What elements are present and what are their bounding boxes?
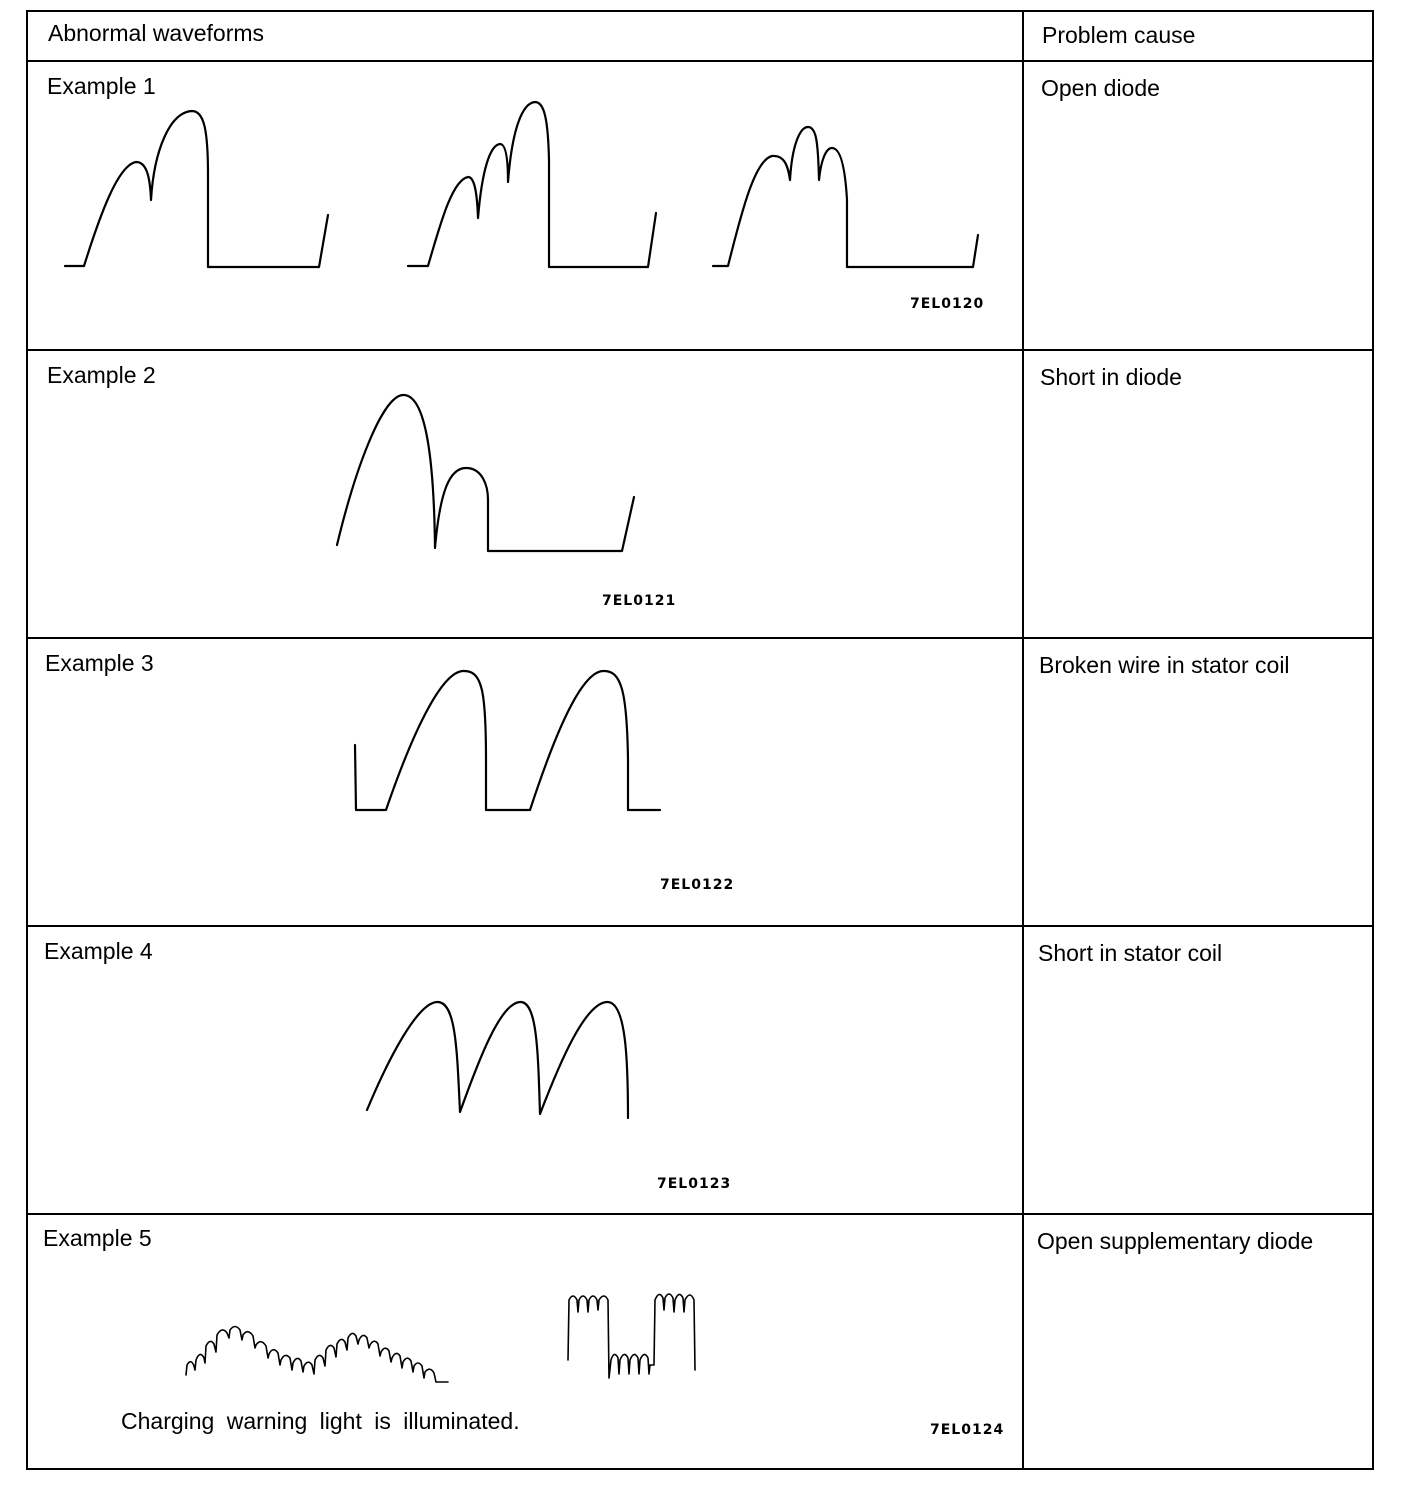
- example-5-waveform-ripple-b: [568, 1294, 695, 1378]
- example-4-cause: Short in stator coil: [1038, 940, 1223, 966]
- header-waveforms: Abnormal waveforms: [48, 20, 265, 46]
- example-2-waveform-line: [337, 395, 634, 551]
- example-3-cause: Broken wire in stator coil: [1039, 652, 1290, 678]
- example-5-cause: Open supplementary diode: [1037, 1228, 1314, 1254]
- example-1-figure-code: 7EL0120: [910, 296, 985, 312]
- header-problem-cause: Problem cause: [1042, 22, 1196, 48]
- example-5-figure-code: 7EL0124: [930, 1422, 1005, 1438]
- example-2-label: Example 2: [47, 362, 156, 388]
- example-4-label: Example 4: [44, 938, 153, 964]
- example-2-figure-code: 7EL0121: [602, 593, 677, 609]
- example-1-label: Example 1: [47, 73, 156, 99]
- example-5-label: Example 5: [43, 1225, 152, 1251]
- example-1-waveform-c: [713, 127, 978, 267]
- example-3-label: Example 3: [45, 650, 154, 676]
- example-1-waveform-a: [65, 111, 328, 267]
- example-3-waveform-line: [355, 671, 660, 810]
- example-1-waveforms: [65, 102, 978, 267]
- example-1-cause: Open diode: [1041, 75, 1160, 101]
- example-5-note: Charging warning light is illuminated.: [121, 1408, 520, 1434]
- example-1-waveform-b: [408, 102, 656, 267]
- example-2-cause: Short in diode: [1040, 364, 1182, 390]
- example-5-waveforms: [186, 1294, 695, 1382]
- example-5-waveform-ripple-a: [186, 1327, 448, 1383]
- example-2-waveform: [337, 395, 634, 551]
- example-4-waveform-line: [367, 1002, 628, 1118]
- example-3-waveform: [355, 671, 660, 810]
- example-3-figure-code: 7EL0122: [660, 877, 735, 893]
- example-4-figure-code: 7EL0123: [657, 1176, 732, 1192]
- example-4-waveform: [367, 1002, 628, 1118]
